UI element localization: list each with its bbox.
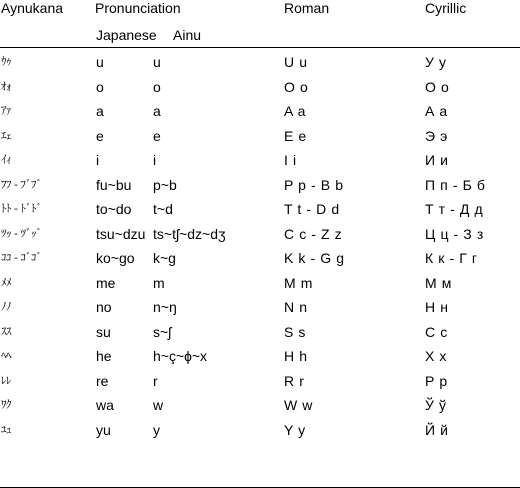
roman-cell: T t - D d — [284, 201, 340, 217]
japanese-pronunciation-cell: u — [96, 54, 104, 70]
cyrillic-cell: А а — [425, 103, 448, 119]
ainu-pronunciation-cell: ts~tʃ~dz~dʒ — [153, 225, 226, 242]
cyrillic-cell: У у — [425, 54, 447, 70]
kana-cell: ｽｽ — [1, 324, 11, 338]
ainu-pronunciation-cell: y — [153, 421, 160, 438]
japanese-pronunciation-cell: tsu~dzu — [96, 225, 146, 242]
table-row — [0, 344, 520, 369]
roman-cell: S s — [284, 323, 307, 340]
roman-cell: I i — [284, 152, 297, 168]
table-row — [0, 393, 520, 418]
japanese-pronunciation-cell: re — [96, 372, 109, 389]
roman-cell: P p - B b — [284, 176, 344, 193]
cyrillic-cell: С с — [425, 323, 448, 340]
cyrillic-cell: Й й — [425, 421, 449, 438]
kana-cell: ｲｨ — [1, 153, 11, 166]
kana-cell: ｴｪ — [1, 128, 11, 142]
kana-cell: ﾍﾍ — [1, 349, 11, 362]
cyrillic-cell: М м — [425, 274, 452, 291]
ainu-pronunciation-cell: w — [153, 397, 164, 413]
table-row — [0, 197, 520, 222]
table-body — [0, 50, 520, 442]
kana-cell: ﾚﾚ — [1, 373, 11, 387]
table-row — [0, 148, 520, 173]
japanese-pronunciation-cell: yu — [96, 421, 111, 438]
cyrillic-cell: К к - Г г — [425, 250, 478, 266]
roman-cell: K k - G g — [284, 250, 345, 266]
japanese-pronunciation-cell: o — [96, 78, 104, 95]
kana-cell: ﾒﾒ — [1, 275, 11, 289]
ainu-pronunciation-cell: p~b — [153, 176, 177, 193]
kana-cell: ｵｫ — [1, 79, 11, 93]
roman-cell: U u — [284, 54, 308, 70]
ainu-pronunciation-cell: n~ŋ — [153, 299, 177, 315]
roman-cell: H h — [284, 348, 308, 364]
ainu-pronunciation-cell: u — [153, 54, 161, 70]
japanese-pronunciation-cell: wa — [96, 397, 114, 413]
cyrillic-cell: Ў ў — [425, 397, 447, 413]
ainu-pronunciation-cell: h~ç~ɸ~x — [153, 348, 208, 364]
table-row — [0, 50, 520, 75]
japanese-pronunciation-cell: i — [96, 152, 100, 168]
japanese-pronunciation-cell: he — [96, 348, 112, 364]
kana-cell: ｱｧ — [1, 104, 11, 117]
kana-cell: ﾕｭ — [1, 422, 11, 436]
table-row — [0, 418, 520, 443]
japanese-pronunciation-cell: fu~bu — [96, 176, 132, 193]
kana-cell: ﾉﾉ — [1, 300, 11, 313]
cyrillic-cell: О о — [425, 78, 450, 95]
subheader-ainu: Ainu — [173, 27, 202, 43]
ainu-pronunciation-cell: e — [153, 127, 161, 144]
ainu-pronunciation-cell: o — [153, 78, 161, 95]
ainu-pronunciation-cell: r — [153, 372, 158, 389]
cyrillic-cell: Э э — [425, 127, 448, 144]
japanese-pronunciation-cell: e — [96, 127, 104, 144]
japanese-pronunciation-cell: to~do — [96, 201, 132, 217]
roman-cell: M m — [284, 274, 314, 291]
cyrillic-cell: Т т - Д д — [425, 201, 484, 217]
ainu-pronunciation-cell: k~g — [153, 250, 176, 266]
ainu-pronunciation-cell: t~d — [153, 201, 173, 217]
table-row — [0, 222, 520, 247]
table-row — [0, 295, 520, 320]
roman-cell: E e — [284, 127, 307, 144]
cyrillic-cell: П п - Б б — [425, 176, 486, 193]
kana-cell: ﾂｯ - ﾂﾞｯﾞ — [1, 226, 42, 240]
subheader-japanese: Japanese — [96, 27, 157, 43]
japanese-pronunciation-cell: ko~go — [96, 250, 135, 266]
cyrillic-cell: И и — [425, 152, 449, 168]
japanese-pronunciation-cell: no — [96, 299, 112, 315]
japanese-pronunciation-cell: a — [96, 103, 104, 119]
roman-cell: A a — [284, 103, 307, 119]
ainu-pronunciation-cell: a — [153, 103, 161, 119]
ainu-pronunciation-cell: i — [153, 152, 157, 168]
japanese-pronunciation-cell: su — [96, 323, 111, 340]
table-row — [0, 271, 520, 296]
table-row — [0, 173, 520, 198]
roman-cell: O o — [284, 78, 309, 95]
table-row — [0, 75, 520, 100]
table-row — [0, 320, 520, 345]
kana-cell: ﾜｸ — [1, 398, 11, 411]
roman-cell: N n — [284, 299, 308, 315]
kana-cell: ﾌﾌ - ﾌﾞﾌﾞ — [1, 177, 42, 191]
header-cyrillic: Cyrillic — [425, 0, 467, 16]
header-pronunciation: Pronunciation — [95, 0, 181, 16]
header-divider — [0, 47, 520, 48]
roman-cell: R r — [284, 372, 305, 389]
cyrillic-cell: Н н — [425, 299, 449, 315]
cyrillic-cell: Р р — [425, 372, 448, 389]
kana-cell: ｳｩ — [1, 55, 11, 68]
roman-cell: Y y — [284, 421, 306, 438]
ainu-pronunciation-cell: s~ʃ — [153, 323, 172, 340]
cyrillic-cell: Ц ц - З з — [425, 225, 484, 242]
cyrillic-cell: Х х — [425, 348, 448, 364]
ainu-pronunciation-cell: m — [153, 274, 165, 291]
kana-cell: ﾄﾄ - ﾄﾞﾄﾞ — [1, 202, 42, 215]
roman-cell: W w — [284, 397, 314, 413]
header-roman: Roman — [284, 0, 330, 16]
japanese-pronunciation-cell: me — [96, 274, 116, 291]
kana-cell: ｺｺ - ｺﾞｺﾞ — [1, 251, 42, 264]
table-row — [0, 246, 520, 271]
table-row — [0, 124, 520, 149]
roman-cell: C c - Z z — [284, 225, 343, 242]
table-row — [0, 369, 520, 394]
table-row — [0, 99, 520, 124]
header-aynukana: Aynukana — [1, 0, 64, 16]
